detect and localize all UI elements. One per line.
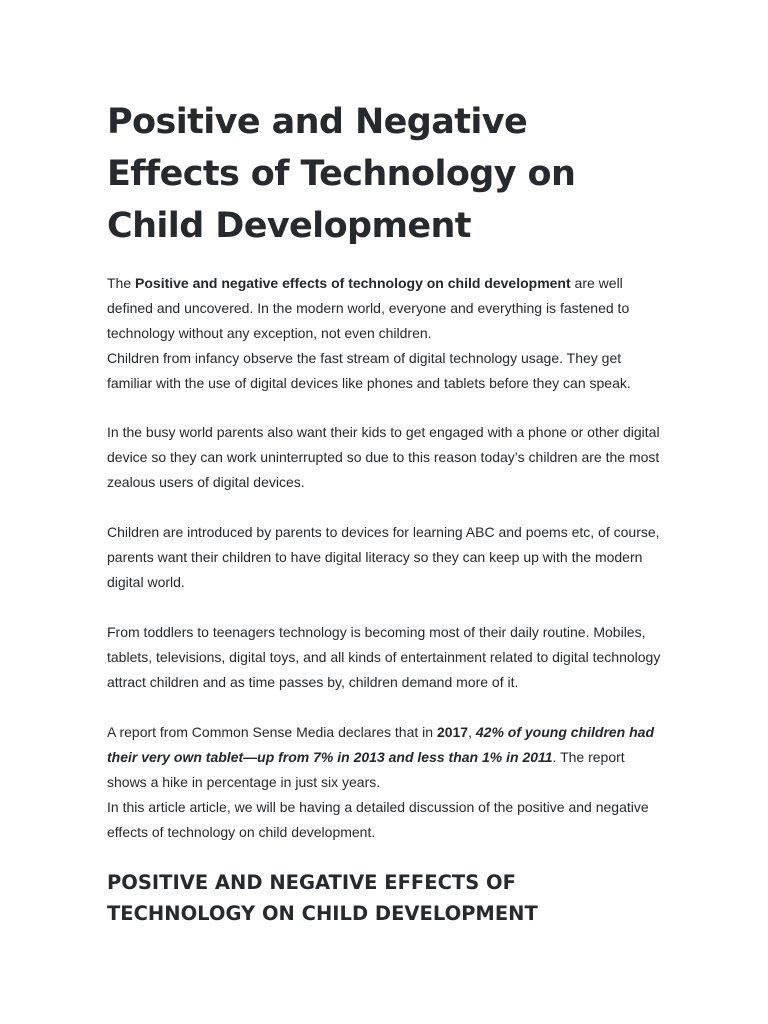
report-line2: In this article article, we will be having a detailed discussion of the positive and negative effects of technology on child development. — [107, 799, 649, 840]
paragraph-busy-parents: In the busy world parents also want their kids to get engaged with a phone or other digital device so they can work uninterrupted so due to this reason today’s children are the most zealous users of digital devices. — [107, 424, 660, 490]
report-lead: A report from Common Sense Media declares that in — [107, 724, 437, 740]
report-comma: , — [468, 724, 476, 740]
section-heading: POSITIVE AND NEGATIVE EFFECTS OF TECHNOLOGY ON CHILD DEVELOPMENT — [107, 871, 538, 925]
report-rest: . The report shows a hike in percentage in just six years. — [107, 749, 625, 790]
report-year: 2017 — [436, 724, 469, 740]
intro-line2: Children from infancy observe the fast stream of digital technology usage. They get familiar with the use of digital devices like phones and tablets before they can speak. — [107, 350, 631, 391]
paragraph-digital-literacy: Children are introduced by parents to devices for learning ABC and poems etc, of course, parents want their children to have digital literacy so they can keep up with the modern digital world. — [107, 524, 660, 590]
intro-paragraph — [107, 271, 667, 396]
intro-lead: The — [107, 275, 136, 291]
paragraph-daily-routine: From toddlers to teenagers technology is becoming most of their daily routine. Mobiles, tablets, televisions, digital toys, and all kinds of entertainment related to digital technology attract children and as time passes by, children demand more of it. — [107, 624, 661, 690]
page-title: Positive and Negative Effects of Technology on Child Development — [107, 102, 576, 246]
paragraph-report — [107, 720, 667, 845]
intro-bold-phrase: Positive and negative effects of technology on child development — [135, 275, 571, 291]
report-statistic: 42% of young children had their very own tablet—up from 7% in 2013 and less than 1% in 2011 — [107, 724, 655, 765]
intro-rest: are well defined and uncovered. In the modern world, everyone and everything is fastened to technology without any exception, not even children. — [107, 275, 630, 341]
